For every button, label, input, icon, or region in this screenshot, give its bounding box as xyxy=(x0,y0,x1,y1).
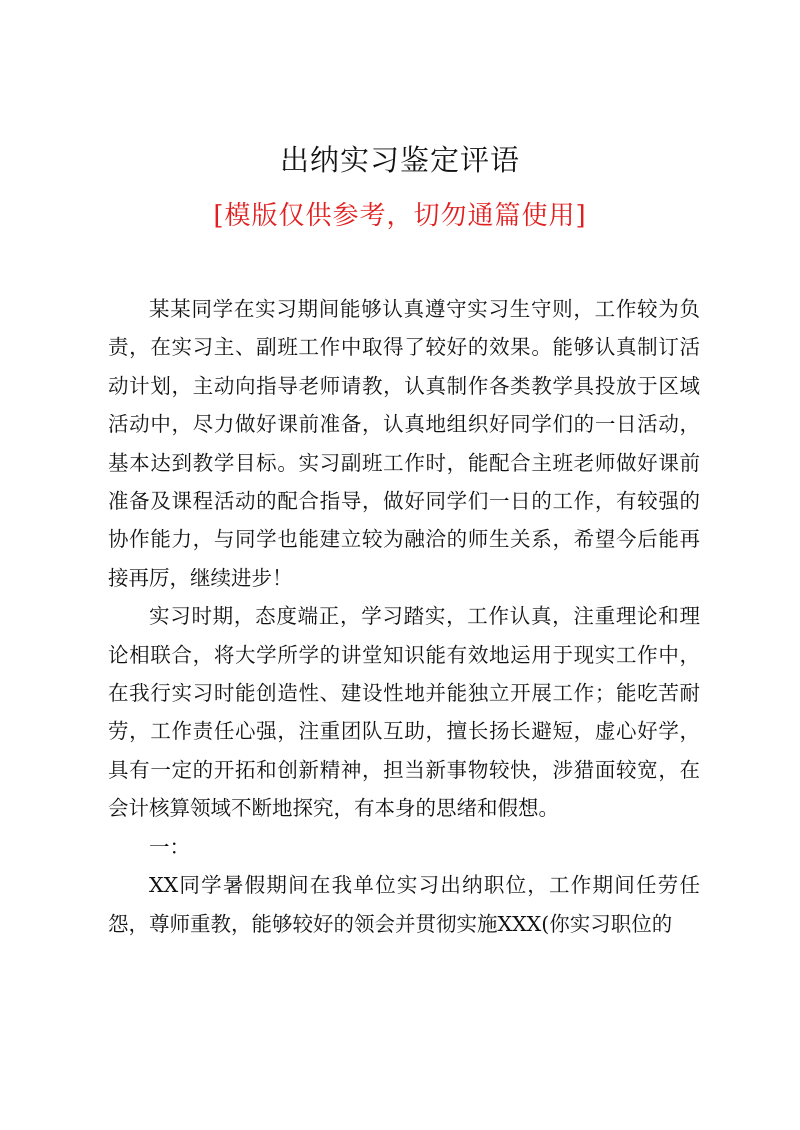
paragraph-3: XX同学暑假期间在我单位实习出纳职位，工作期间任劳任怨，尊师重教，能够较好的领会并贯彻实施XXX(你实习职位的 xyxy=(108,873,700,936)
paragraph-2: 实习时期，态度端正，学习踏实，工作认真，注重理论和理论相联合，将大学所学的讲堂知识能有效地运用于现实工作中，在我行实习时能创造性、建设性地并能独立开展工作；能吃苦耐劳，工作责任心强，注重团队互助，擅长扬长避短，虚心好学，具有一定的开拓和创新精神，担当新事物较快，涉猎面较宽，在会计核算领域不断地探究，有本身的思绪和假想。 xyxy=(108,604,700,821)
paragraph-1: 某某同学在实习期间能够认真遵守实习生守则，工作较为负责，在实习主、副班工作中取得了较好的效果。能够认真制订活动计划，主动向指导老师请教，认真制作各类教学具投放于区域活动中，尽力做好课前准备，认真地组织好同学们的一日活动，基本达到教学目标。实习副班工作时，能配合主班老师做好课前准备及课程活动的配合指导，做好同学们一日的工作，有较强的协作能力，与同学也能建立较为融洽的师生关系，希望今后能再接再厉，继续进步！ xyxy=(108,297,700,590)
document-title: 出纳实习鉴定评语 xyxy=(279,143,520,177)
template-notice: [模版仅供参考，切勿通篇使用] xyxy=(213,201,587,231)
section-heading-1: 一： xyxy=(149,834,190,859)
document-body xyxy=(108,290,700,943)
